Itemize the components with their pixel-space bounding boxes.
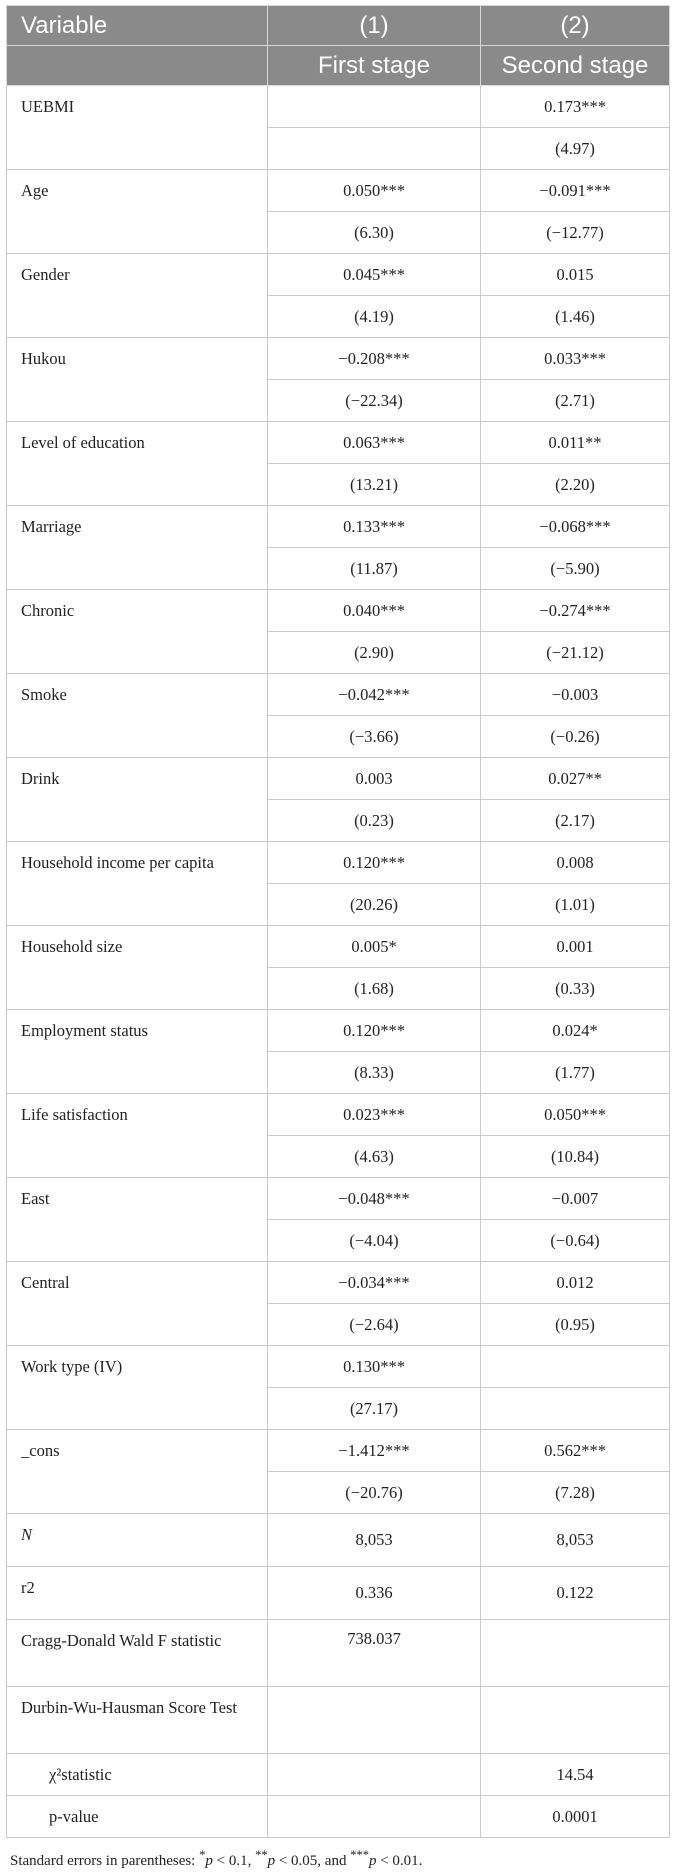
coef-second-stage: 0.011**	[481, 422, 670, 464]
coef-first-stage: −1.412***	[268, 1430, 481, 1472]
row-variable-label: Level of education	[7, 422, 268, 506]
row-cragg-donald	[7, 1620, 670, 1687]
stat-second-stage: (0.95)	[481, 1304, 670, 1346]
table-row	[7, 1262, 670, 1304]
coef-first-stage: 0.045***	[268, 254, 481, 296]
coef-second-stage: 0.050***	[481, 1094, 670, 1136]
row-chi2	[7, 1754, 670, 1796]
table-row	[7, 338, 670, 380]
table-row	[7, 1346, 670, 1388]
dwh-first-stage	[268, 1687, 481, 1754]
dwh-second-stage	[481, 1687, 670, 1754]
stat-first-stage: (−22.34)	[268, 380, 481, 422]
stat-first-stage: (20.26)	[268, 884, 481, 926]
stat-second-stage: (1.46)	[481, 296, 670, 338]
table-footnote: Standard errors in parentheses: *p < 0.1, **p < 0.05, and ***p < 0.01.	[10, 1848, 423, 1869]
coef-first-stage: −0.208***	[268, 338, 481, 380]
coef-second-stage: 0.015	[481, 254, 670, 296]
stat-first-stage: (2.90)	[268, 632, 481, 674]
table-row	[7, 422, 670, 464]
coef-second-stage: 0.027**	[481, 758, 670, 800]
stat-first-stage: (−4.04)	[268, 1220, 481, 1262]
coef-second-stage: 0.562***	[481, 1430, 670, 1472]
header-row-2	[7, 46, 670, 86]
header-col1-name: First stage	[268, 46, 481, 86]
stat-second-stage	[481, 1388, 670, 1430]
table-row	[7, 506, 670, 548]
r2-first-stage: 0.336	[268, 1567, 481, 1620]
header-variable: Variable	[7, 6, 268, 46]
stat-second-stage: (1.77)	[481, 1052, 670, 1094]
row-variable-label: Marriage	[7, 506, 268, 590]
row-variable-label: Employment status	[7, 1010, 268, 1094]
coef-first-stage: 0.005*	[268, 926, 481, 968]
coef-first-stage: −0.042***	[268, 674, 481, 716]
coef-first-stage: 0.040***	[268, 590, 481, 632]
table-body	[7, 86, 670, 1838]
chi2-first-stage	[268, 1754, 481, 1796]
stat-first-stage	[268, 128, 481, 170]
coef-second-stage: −0.007	[481, 1178, 670, 1220]
row-p-value	[7, 1796, 670, 1838]
stat-second-stage: (1.01)	[481, 884, 670, 926]
coef-second-stage	[481, 1346, 670, 1388]
coef-first-stage	[268, 86, 481, 128]
dwh-label: Durbin-Wu-Hausman Score Test	[7, 1687, 268, 1754]
table-row	[7, 1010, 670, 1052]
table-row	[7, 1094, 670, 1136]
table-header	[7, 6, 670, 86]
row-variable-label: _cons	[7, 1430, 268, 1514]
row-variable-label: Work type (IV)	[7, 1346, 268, 1430]
p-value-first-stage	[268, 1796, 481, 1838]
row-variable-label: Smoke	[7, 674, 268, 758]
cragg-donald-first-stage: 738.037	[268, 1620, 481, 1687]
coef-first-stage: 0.050***	[268, 170, 481, 212]
coef-second-stage: −0.091***	[481, 170, 670, 212]
coef-first-stage: −0.034***	[268, 1262, 481, 1304]
coef-first-stage: 0.003	[268, 758, 481, 800]
row-variable-label: East	[7, 1178, 268, 1262]
stat-second-stage: (−21.12)	[481, 632, 670, 674]
row-variable-label: Household size	[7, 926, 268, 1010]
stat-first-stage: (−2.64)	[268, 1304, 481, 1346]
row-dwh-test	[7, 1687, 670, 1754]
row-r2	[7, 1567, 670, 1620]
stat-first-stage: (4.63)	[268, 1136, 481, 1178]
table-row	[7, 170, 670, 212]
chi2-second-stage: 14.54	[481, 1754, 670, 1796]
coef-first-stage: 0.120***	[268, 1010, 481, 1052]
coef-second-stage: −0.068***	[481, 506, 670, 548]
stat-first-stage: (13.21)	[268, 464, 481, 506]
p-value-label: p-value	[7, 1796, 268, 1838]
stat-first-stage: (6.30)	[268, 212, 481, 254]
row-variable-label: Age	[7, 170, 268, 254]
coef-second-stage: 0.008	[481, 842, 670, 884]
table-row	[7, 674, 670, 716]
cragg-donald-label: Cragg-Donald Wald F statistic	[7, 1620, 268, 1687]
coef-second-stage: 0.001	[481, 926, 670, 968]
stat-second-stage: (2.20)	[481, 464, 670, 506]
stat-second-stage: (0.33)	[481, 968, 670, 1010]
coef-first-stage: 0.063***	[268, 422, 481, 464]
coef-second-stage: 0.173***	[481, 86, 670, 128]
p-value-second-stage: 0.0001	[481, 1796, 670, 1838]
header-col2-number: (2)	[481, 6, 670, 46]
row-variable-label: Gender	[7, 254, 268, 338]
row-variable-label: UEBMI	[7, 86, 268, 170]
stat-first-stage: (4.19)	[268, 296, 481, 338]
row-variable-label: Central	[7, 1262, 268, 1346]
row-variable-label: Hukou	[7, 338, 268, 422]
stat-second-stage: (−0.64)	[481, 1220, 670, 1262]
r2-label: r2	[7, 1567, 268, 1620]
coef-first-stage: 0.133***	[268, 506, 481, 548]
header-blank	[7, 46, 268, 86]
stat-first-stage: (27.17)	[268, 1388, 481, 1430]
stat-first-stage: (11.87)	[268, 548, 481, 590]
coef-first-stage: 0.120***	[268, 842, 481, 884]
coef-second-stage: −0.003	[481, 674, 670, 716]
row-variable-label: Drink	[7, 758, 268, 842]
stat-second-stage: (−5.90)	[481, 548, 670, 590]
coef-second-stage: 0.024*	[481, 1010, 670, 1052]
row-n	[7, 1514, 670, 1567]
stat-first-stage: (0.23)	[268, 800, 481, 842]
stat-second-stage: (10.84)	[481, 1136, 670, 1178]
table-row	[7, 590, 670, 632]
table-row	[7, 1430, 670, 1472]
r2-second-stage: 0.122	[481, 1567, 670, 1620]
table-row	[7, 86, 670, 128]
coef-first-stage: 0.130***	[268, 1346, 481, 1388]
coef-first-stage: 0.023***	[268, 1094, 481, 1136]
stat-first-stage: (8.33)	[268, 1052, 481, 1094]
stat-second-stage: (7.28)	[481, 1472, 670, 1514]
n-first-stage: 8,053	[268, 1514, 481, 1567]
table-row	[7, 758, 670, 800]
row-variable-label: Life satisfaction	[7, 1094, 268, 1178]
cragg-donald-second-stage	[481, 1620, 670, 1687]
stat-first-stage: (−20.76)	[268, 1472, 481, 1514]
stat-first-stage: (1.68)	[268, 968, 481, 1010]
header-row-1	[7, 6, 670, 46]
stat-first-stage: (−3.66)	[268, 716, 481, 758]
stat-second-stage: (2.71)	[481, 380, 670, 422]
stat-second-stage: (−12.77)	[481, 212, 670, 254]
n-second-stage: 8,053	[481, 1514, 670, 1567]
chi2-label: χ²statistic	[7, 1754, 268, 1796]
coef-second-stage: 0.033***	[481, 338, 670, 380]
row-variable-label: Household income per capita	[7, 842, 268, 926]
stat-second-stage: (2.17)	[481, 800, 670, 842]
n-label	[7, 1514, 268, 1567]
stat-second-stage: (−0.26)	[481, 716, 670, 758]
table-row	[7, 1178, 670, 1220]
table-row	[7, 842, 670, 884]
row-variable-label: Chronic	[7, 590, 268, 674]
n-label-text: N	[21, 1525, 33, 1544]
coef-second-stage: 0.012	[481, 1262, 670, 1304]
coef-second-stage: −0.274***	[481, 590, 670, 632]
table-row	[7, 254, 670, 296]
regression-table	[6, 5, 670, 1838]
header-col2-name: Second stage	[481, 46, 670, 86]
coef-first-stage: −0.048***	[268, 1178, 481, 1220]
table-row	[7, 926, 670, 968]
stat-second-stage: (4.97)	[481, 128, 670, 170]
header-col1-number: (1)	[268, 6, 481, 46]
